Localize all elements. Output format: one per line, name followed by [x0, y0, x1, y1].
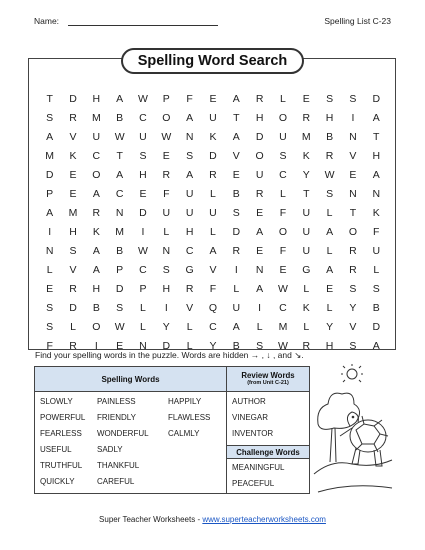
grid-letter[interactable]: G	[185, 263, 194, 276]
spelling-col-3	[168, 397, 210, 445]
grid-letter[interactable]: S	[349, 339, 357, 352]
grid-letter[interactable]: I	[141, 225, 145, 238]
grid-letter[interactable]: S	[46, 301, 54, 314]
grid-row	[38, 127, 388, 146]
grid-letter[interactable]: K	[209, 130, 217, 143]
grid-row	[38, 298, 388, 317]
grid-row	[38, 184, 388, 203]
grid-letter[interactable]: M	[45, 149, 55, 162]
grid-letter[interactable]: L	[46, 263, 53, 276]
grid-letter[interactable]: E	[279, 263, 287, 276]
grid-letter[interactable]: E	[349, 168, 357, 181]
footer	[0, 515, 425, 524]
grid-letter[interactable]: F	[279, 206, 287, 219]
spelling-word: SADLY	[97, 445, 123, 454]
grid-letter[interactable]: R	[349, 263, 357, 276]
grid-letter[interactable]: Y	[349, 301, 357, 314]
grid-letter[interactable]: W	[277, 282, 288, 295]
grid-letter[interactable]: W	[114, 320, 125, 333]
grid-letter[interactable]: E	[302, 92, 310, 105]
grid-letter[interactable]: H	[139, 168, 147, 181]
grid-letter[interactable]: L	[210, 225, 216, 238]
grid-letter[interactable]: A	[92, 263, 100, 276]
grid-letter[interactable]: U	[92, 130, 101, 143]
challenge-word-list	[227, 459, 309, 495]
grid-letter[interactable]: U	[255, 168, 264, 181]
grid-letter[interactable]: L	[326, 244, 333, 257]
grid-letter[interactable]: S	[46, 111, 54, 124]
turtle-illustration	[312, 364, 394, 496]
grid-letter[interactable]: B	[116, 111, 124, 124]
grid-letter[interactable]: A	[232, 92, 240, 105]
grid-letter[interactable]: M	[91, 111, 101, 124]
grid-letter[interactable]: A	[256, 282, 264, 295]
grid-letter[interactable]: C	[209, 320, 217, 333]
grid-letter[interactable]: W	[114, 130, 125, 143]
grid-letter[interactable]: T	[46, 92, 53, 105]
grid-letter[interactable]: A	[186, 111, 194, 124]
grid-letter[interactable]: U	[372, 244, 381, 257]
grid-letter[interactable]: K	[69, 149, 77, 162]
grid-letter[interactable]: A	[372, 168, 380, 181]
grid-letter[interactable]: C	[139, 111, 147, 124]
grid-letter[interactable]: S	[372, 282, 380, 295]
grid-row	[38, 165, 388, 184]
grid-letter[interactable]: D	[372, 92, 381, 105]
grid-letter[interactable]: E	[232, 168, 240, 181]
page-title: Spelling Word Search	[121, 48, 304, 74]
grid-letter[interactable]: S	[349, 92, 357, 105]
grid-letter[interactable]: O	[92, 168, 101, 181]
grid-letter[interactable]: H	[92, 92, 101, 105]
grid-letter[interactable]: D	[162, 339, 171, 352]
grid-letter[interactable]: D	[69, 301, 77, 314]
grid-letter[interactable]: A	[209, 244, 217, 257]
grid-letter[interactable]: L	[186, 320, 193, 333]
grid-letter[interactable]: C	[115, 187, 124, 200]
grid-letter[interactable]: L	[163, 225, 170, 238]
grid-letter[interactable]: V	[69, 263, 77, 276]
grid-row	[38, 260, 388, 279]
grid-letter[interactable]: K	[302, 301, 310, 314]
grid-letter[interactable]: F	[186, 92, 193, 105]
grid-letter[interactable]: S	[326, 92, 334, 105]
grid-letter[interactable]: T	[303, 187, 310, 200]
footer-text: Super Teacher Worksheets -	[99, 515, 203, 524]
grid-letter[interactable]: U	[209, 111, 217, 124]
grid-letter[interactable]: W	[277, 339, 288, 352]
grid-letter[interactable]: R	[325, 149, 334, 162]
challenge-word: PEACEFUL	[232, 479, 275, 488]
grid-letter[interactable]: H	[325, 339, 334, 352]
grid-letter[interactable]: R	[255, 187, 264, 200]
grid-letter[interactable]: V	[232, 149, 240, 162]
grid-letter[interactable]: E	[326, 282, 334, 295]
grid-letter[interactable]: N	[45, 244, 54, 257]
grid-letter[interactable]: S	[256, 339, 264, 352]
spelling-word: WONDERFUL	[97, 429, 149, 438]
word-bank-table	[34, 366, 310, 494]
grid-letter[interactable]: A	[372, 111, 380, 124]
grid-letter[interactable]: R	[92, 206, 101, 219]
spelling-word: CAREFUL	[97, 477, 135, 486]
spelling-word: SLOWLY	[40, 397, 73, 406]
grid-letter[interactable]: O	[255, 149, 264, 162]
spelling-word: FEARLESS	[40, 429, 82, 438]
grid-letter[interactable]: I	[48, 225, 52, 238]
grid-letter[interactable]: C	[139, 263, 147, 276]
review-words-subtitle: (from Unit C-21)	[247, 380, 289, 386]
grid-letter[interactable]: S	[162, 263, 170, 276]
grid-letter[interactable]: S	[139, 149, 147, 162]
grid-letter[interactable]: R	[349, 244, 357, 257]
grid-letter[interactable]: R	[69, 339, 77, 352]
spelling-words-column	[35, 367, 227, 493]
grid-letter[interactable]: F	[209, 282, 217, 295]
grid-letter[interactable]: T	[116, 149, 123, 162]
grid-letter[interactable]: H	[372, 149, 381, 162]
grid-letter[interactable]: D	[45, 168, 54, 181]
grid-letter[interactable]: U	[185, 187, 194, 200]
grid-letter[interactable]: W	[138, 244, 148, 257]
grid-letter[interactable]: A	[92, 187, 100, 200]
grid-letter[interactable]: N	[349, 187, 357, 200]
grid-letter[interactable]: N	[255, 263, 264, 276]
grid-letter[interactable]: F	[373, 225, 380, 238]
spelling-word: PAINLESS	[97, 397, 136, 406]
grid-row	[38, 317, 388, 336]
grid-letter[interactable]: N	[185, 130, 194, 143]
grid-row	[38, 146, 388, 165]
name-blank-line[interactable]	[68, 25, 218, 26]
grid-letter[interactable]: U	[279, 130, 287, 143]
grid-letter[interactable]: D	[115, 282, 124, 295]
grid-letter[interactable]: Y	[326, 320, 334, 333]
grid-letter[interactable]: S	[116, 301, 124, 314]
grid-letter[interactable]: A	[186, 168, 194, 181]
grid-letter[interactable]: A	[116, 92, 124, 105]
grid-letter[interactable]: U	[232, 301, 241, 314]
grid-letter[interactable]: E	[209, 92, 217, 105]
grid-letter[interactable]: V	[69, 130, 77, 143]
grid-letter[interactable]: F	[279, 244, 287, 257]
grid-letter[interactable]: B	[232, 187, 240, 200]
grid-letter[interactable]: S	[232, 206, 240, 219]
review-words-header	[227, 367, 309, 392]
grid-letter[interactable]: C	[279, 301, 287, 314]
grid-letter[interactable]: H	[255, 111, 264, 124]
grid-letter[interactable]: H	[185, 225, 194, 238]
spelling-word: THANKFUL	[97, 461, 140, 470]
grid-letter[interactable]: S	[279, 149, 287, 162]
grid-letter[interactable]: O	[92, 320, 101, 333]
grid-letter[interactable]: L	[256, 320, 263, 333]
spelling-word: HAPPILY	[168, 397, 202, 406]
grid-letter[interactable]: S	[349, 282, 357, 295]
grid-letter[interactable]: A	[372, 339, 380, 352]
grid-letter[interactable]: L	[326, 301, 333, 314]
grid-row	[38, 203, 388, 222]
grid-letter[interactable]: V	[349, 149, 357, 162]
grid-letter[interactable]: U	[162, 206, 171, 219]
grid-letter[interactable]: R	[69, 111, 77, 124]
grid-letter[interactable]: H	[92, 282, 101, 295]
spelling-list-id: Spelling List C-23	[324, 16, 391, 26]
grid-letter[interactable]: M	[115, 225, 125, 238]
grid-letter[interactable]: E	[256, 244, 264, 257]
review-words-title: Review Words	[241, 371, 295, 380]
grid-letter[interactable]: E	[139, 187, 147, 200]
grid-row	[38, 222, 388, 241]
grid-letter[interactable]: D	[232, 225, 241, 238]
grid-letter[interactable]: W	[138, 92, 148, 105]
grid-letter[interactable]: O	[348, 225, 358, 238]
grid-letter[interactable]: I	[164, 301, 168, 314]
grid-letter[interactable]: N	[139, 339, 147, 352]
grid-letter[interactable]: P	[162, 92, 170, 105]
word-search-grid	[38, 89, 388, 355]
grid-row	[38, 108, 388, 127]
sun-icon	[347, 369, 357, 379]
spelling-word: FRIENDLY	[97, 413, 136, 422]
grid-letter[interactable]: N	[372, 187, 381, 200]
grid-letter[interactable]: Y	[302, 168, 310, 181]
grid-letter[interactable]: O	[278, 111, 288, 124]
grid-letter[interactable]: W	[324, 168, 335, 181]
grid-letter[interactable]: A	[46, 206, 54, 219]
grid-letter[interactable]: R	[255, 92, 264, 105]
grid-letter[interactable]: E	[69, 168, 77, 181]
spelling-word: CALMLY	[168, 429, 200, 438]
grid-letter[interactable]: I	[258, 301, 262, 314]
grid-letter[interactable]: N	[115, 206, 124, 219]
grid-letter[interactable]: S	[186, 149, 194, 162]
grid-letter[interactable]: T	[233, 111, 240, 124]
review-word: AUTHOR	[232, 397, 266, 406]
grid-letter[interactable]: O	[278, 225, 288, 238]
grid-letter[interactable]: H	[325, 111, 334, 124]
grid-letter[interactable]: V	[209, 263, 217, 276]
grid-letter[interactable]: S	[46, 320, 54, 333]
grid-letter[interactable]: M	[278, 320, 288, 333]
grid-letter[interactable]: D	[139, 206, 147, 219]
spelling-words-header: Spelling Words	[35, 367, 226, 392]
grid-letter[interactable]: A	[232, 320, 240, 333]
grid-letter[interactable]: V	[186, 301, 194, 314]
grid-letter[interactable]: R	[232, 244, 241, 257]
grid-letter[interactable]: R	[162, 168, 171, 181]
grid-letter[interactable]: O	[162, 111, 171, 124]
grid-letter[interactable]: E	[116, 339, 124, 352]
grid-letter[interactable]: P	[139, 282, 147, 295]
grid-letter[interactable]: P	[116, 263, 124, 276]
spelling-word: TRUTHFUL	[40, 461, 83, 470]
grid-row	[38, 241, 388, 260]
spelling-word: POWERFUL	[40, 413, 86, 422]
grid-letter[interactable]: L	[233, 282, 240, 295]
grid-letter[interactable]: I	[351, 111, 355, 124]
spelling-col-2	[97, 397, 149, 493]
grid-letter[interactable]: C	[92, 149, 101, 162]
grid-letter[interactable]: N	[162, 244, 171, 257]
challenge-word: MEANINGFUL	[232, 463, 285, 472]
grid-letter[interactable]: B	[92, 301, 100, 314]
puzzle-instructions: Find your spelling words in the puzzle. Words are hidden → , ↓ , and ↘.	[35, 350, 304, 360]
grid-letter[interactable]: V	[349, 320, 357, 333]
grid-letter[interactable]: T	[349, 206, 357, 219]
grid-letter[interactable]: A	[326, 225, 334, 238]
grid-letter[interactable]: A	[232, 130, 240, 143]
grid-letter[interactable]: K	[302, 149, 310, 162]
grid-letter[interactable]: F	[163, 187, 170, 200]
review-word: VINEGAR	[232, 413, 269, 422]
grid-letter[interactable]: W	[161, 130, 172, 143]
grid-row	[38, 89, 388, 108]
grid-letter[interactable]: U	[139, 130, 147, 143]
grid-letter[interactable]: E	[69, 187, 77, 200]
grid-letter[interactable]: L	[326, 206, 333, 219]
grid-letter[interactable]: U	[302, 244, 311, 257]
review-word-list	[227, 392, 309, 445]
spelling-col-1	[40, 397, 85, 493]
grid-letter[interactable]: Q	[208, 301, 218, 314]
grid-letter[interactable]: U	[302, 206, 311, 219]
grid-letter[interactable]: B	[232, 339, 240, 352]
grid-letter[interactable]: P	[46, 187, 54, 200]
grid-letter[interactable]: L	[303, 320, 310, 333]
grid-letter[interactable]: K	[372, 206, 380, 219]
grid-letter[interactable]: D	[69, 92, 77, 105]
worksheet-header	[34, 16, 391, 30]
grid-letter[interactable]: N	[349, 130, 357, 143]
review-challenge-column	[227, 367, 309, 493]
grid-letter[interactable]: C	[279, 168, 287, 181]
grid-letter[interactable]: S	[326, 187, 334, 200]
grid-letter[interactable]: H	[69, 225, 77, 238]
grid-letter[interactable]: A	[256, 225, 264, 238]
grid-letter[interactable]: L	[303, 282, 310, 295]
grid-letter[interactable]: L	[140, 320, 146, 333]
grid-letter[interactable]: G	[302, 263, 311, 276]
grid-letter[interactable]: L	[140, 301, 146, 314]
grid-letter[interactable]: R	[302, 339, 311, 352]
grid-letter[interactable]: L	[373, 263, 380, 276]
grid-letter[interactable]: C	[185, 244, 194, 257]
grid-letter[interactable]: H	[162, 282, 171, 295]
grid-letter[interactable]: F	[46, 339, 53, 352]
grid-row	[38, 279, 388, 298]
grid-letter[interactable]: R	[302, 111, 311, 124]
grid-letter[interactable]: E	[256, 206, 264, 219]
grid-letter[interactable]: L	[210, 187, 216, 200]
grid-letter[interactable]: D	[209, 149, 217, 162]
grid-letter[interactable]: B	[372, 301, 380, 314]
grid-letter[interactable]: L	[280, 92, 286, 105]
spelling-word: USEFUL	[40, 445, 72, 454]
name-label: Name:	[34, 16, 60, 26]
grid-letter[interactable]: R	[69, 282, 77, 295]
grid-letter[interactable]: E	[46, 282, 54, 295]
grid-letter[interactable]: U	[302, 225, 311, 238]
grid-letter[interactable]: Y	[162, 320, 170, 333]
grid-letter[interactable]: L	[70, 320, 76, 333]
grid-letter[interactable]: A	[92, 244, 100, 257]
grid-letter[interactable]: U	[185, 206, 194, 219]
grid-letter[interactable]: R	[185, 282, 194, 295]
grid-letter[interactable]: U	[209, 206, 217, 219]
grid-letter[interactable]: D	[372, 320, 381, 333]
grid-letter[interactable]: D	[255, 130, 264, 143]
grid-letter[interactable]: B	[116, 244, 124, 257]
grid-letter[interactable]: L	[280, 187, 286, 200]
review-word: INVENTOR	[232, 429, 274, 438]
grid-letter[interactable]: I	[234, 263, 238, 276]
grid-letter[interactable]: R	[209, 168, 217, 181]
spelling-word: FLAWLESS	[168, 413, 211, 422]
grid-letter[interactable]: I	[94, 339, 98, 352]
grid-letter[interactable]: K	[92, 225, 100, 238]
grid-letter[interactable]: Y	[209, 339, 217, 352]
spelling-word: QUICKLY	[40, 477, 75, 486]
grid-letter[interactable]: L	[186, 339, 193, 352]
challenge-words-header: Challenge Words	[227, 445, 309, 459]
grid-letter[interactable]: M	[68, 206, 78, 219]
footer-link[interactable]: www.superteacherworksheets.com	[202, 515, 326, 524]
grid-letter[interactable]: A	[116, 168, 124, 181]
grid-letter[interactable]: S	[69, 244, 77, 257]
grid-letter[interactable]: M	[301, 130, 311, 143]
grid-letter[interactable]: T	[373, 130, 380, 143]
grid-letter[interactable]: A	[326, 263, 334, 276]
grid-letter[interactable]: E	[162, 149, 170, 162]
grid-letter[interactable]: B	[326, 130, 334, 143]
grid-letter[interactable]: A	[46, 130, 54, 143]
